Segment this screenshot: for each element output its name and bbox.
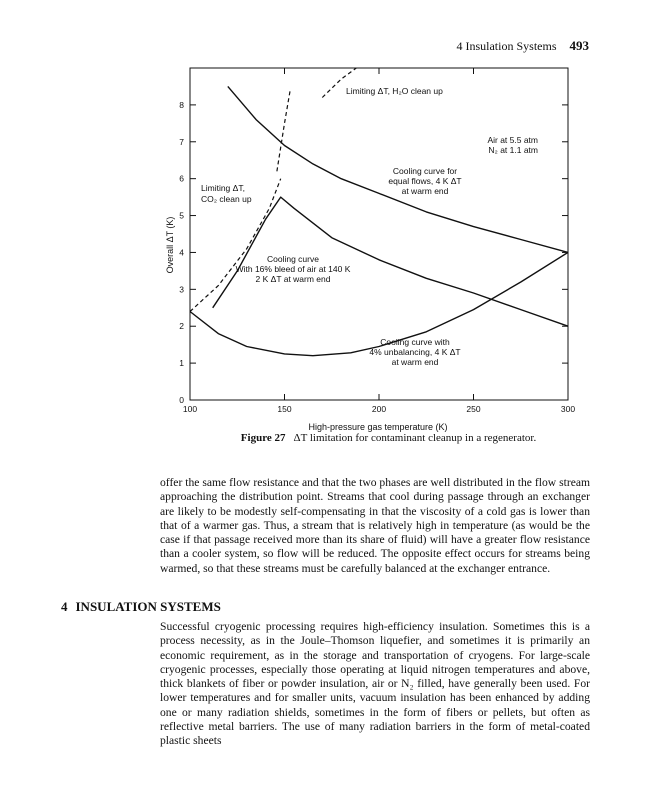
x-tick-label: 300 <box>560 404 576 414</box>
body-paragraph-2: Successful cryogenic processing requires high-efficiency insulation. Sometimes this is a process necessity, as in the Joule–Thomson liquefier, and sometimes it is primarily an economic requirement, as in the storage and transportation of cryogens. For large-scale cryogenic processes, especially those operating at liquid nitrogen temperatures and above, thick blankets of fiber or powder insulation, air or N₂ filled, have generally been used. For lower temperatures and for smaller units, vacuum insulation has been enhanced by adding one or many radiation shields, sometimes in the form of fibers or pellets, but often as reflective metal barriers. The use of many radiation barriers in the form of metal-coated plastic sheets <box>160 620 590 748</box>
y-tick-label: 1 <box>179 358 184 369</box>
annotation-h2o: Limiting ΔT, H₂O clean up <box>346 86 443 96</box>
y-axis-label: Overall ΔT (K) <box>165 216 175 274</box>
y-tick-label: 8 <box>179 99 184 110</box>
caption-text: ΔT limitation for contaminant cleanup in a regenerator. <box>293 432 537 444</box>
annotation-co2-line2: CO₂ clean up <box>201 194 252 204</box>
annotation-equal-line1: Cooling curve for <box>392 166 458 176</box>
annotation-bleed-line2: With 16% bleed of air at 140 K <box>235 264 351 274</box>
annotation-air-line2: N₂ at 1.1 atm <box>488 145 538 155</box>
annotation-equal-line3: at warm end <box>401 186 449 196</box>
header-section: 4 Insulation Systems <box>456 39 557 53</box>
annotation-equal-line2: equal flows, 4 K ΔT <box>388 176 462 186</box>
annotation-unbalancing-line2: 4% unbalancing, 4 K ΔT <box>369 347 461 357</box>
y-tick-label: 3 <box>179 284 184 295</box>
annotation-bleed-line1: Cooling curve <box>267 254 319 264</box>
delta-t-chart <box>160 60 590 440</box>
figure-caption <box>0 432 647 444</box>
y-tick-label: 0 <box>179 395 184 405</box>
body-paragraph-1: offer the same flow resistance and that the two phases are well distributed in the flow stream approaching the distribution point. Streams that cool during passage through an exchanger are likely to be modestly self-compensating in that the viscosity of a cold gas is lower than that of a warmer gas. Thus, a stream that is relatively high in temperature (as would be the case if that passage received more than its share of fluid) will have a greater flow resistance than a cooler system, so flow will be reduced. The opposite effect occurs for streams being warmed, so that these streams must be carefully balanced at the exchanger entrance. <box>160 476 590 575</box>
annotation-unbalancing-line3: at warm end <box>391 357 439 367</box>
y-tick-label: 7 <box>179 136 184 147</box>
x-tick-label: 150 <box>277 404 292 414</box>
running-header <box>456 38 589 54</box>
caption-label: Figure 27 <box>240 432 286 444</box>
y-tick-label: 6 <box>179 173 184 184</box>
x-tick-label: 250 <box>466 404 481 414</box>
section-heading <box>61 599 221 615</box>
y-tick-label: 2 <box>179 321 184 332</box>
y-tick-label: 5 <box>179 210 184 221</box>
series-line-2 <box>213 197 568 326</box>
annotation-co2-line1: Limiting ΔT, <box>201 183 245 193</box>
page-number: 493 <box>569 38 589 53</box>
annotation-air-line1: Air at 5.5 atm <box>487 135 538 145</box>
y-tick-label: 4 <box>179 247 184 258</box>
annotation-bleed-line3: 2 K ΔT at warm end <box>255 274 331 284</box>
x-axis-label: High-pressure gas temperature (K) <box>308 422 448 432</box>
figure-27 <box>160 60 590 440</box>
x-tick-label: 100 <box>182 404 198 414</box>
x-tick-label: 200 <box>371 404 387 414</box>
annotation-unbalancing-line1: Cooling curve with <box>380 337 450 347</box>
section-number: 4 <box>61 599 68 614</box>
section-title: INSULATION SYSTEMS <box>75 599 221 614</box>
series-line-5 <box>277 90 290 171</box>
